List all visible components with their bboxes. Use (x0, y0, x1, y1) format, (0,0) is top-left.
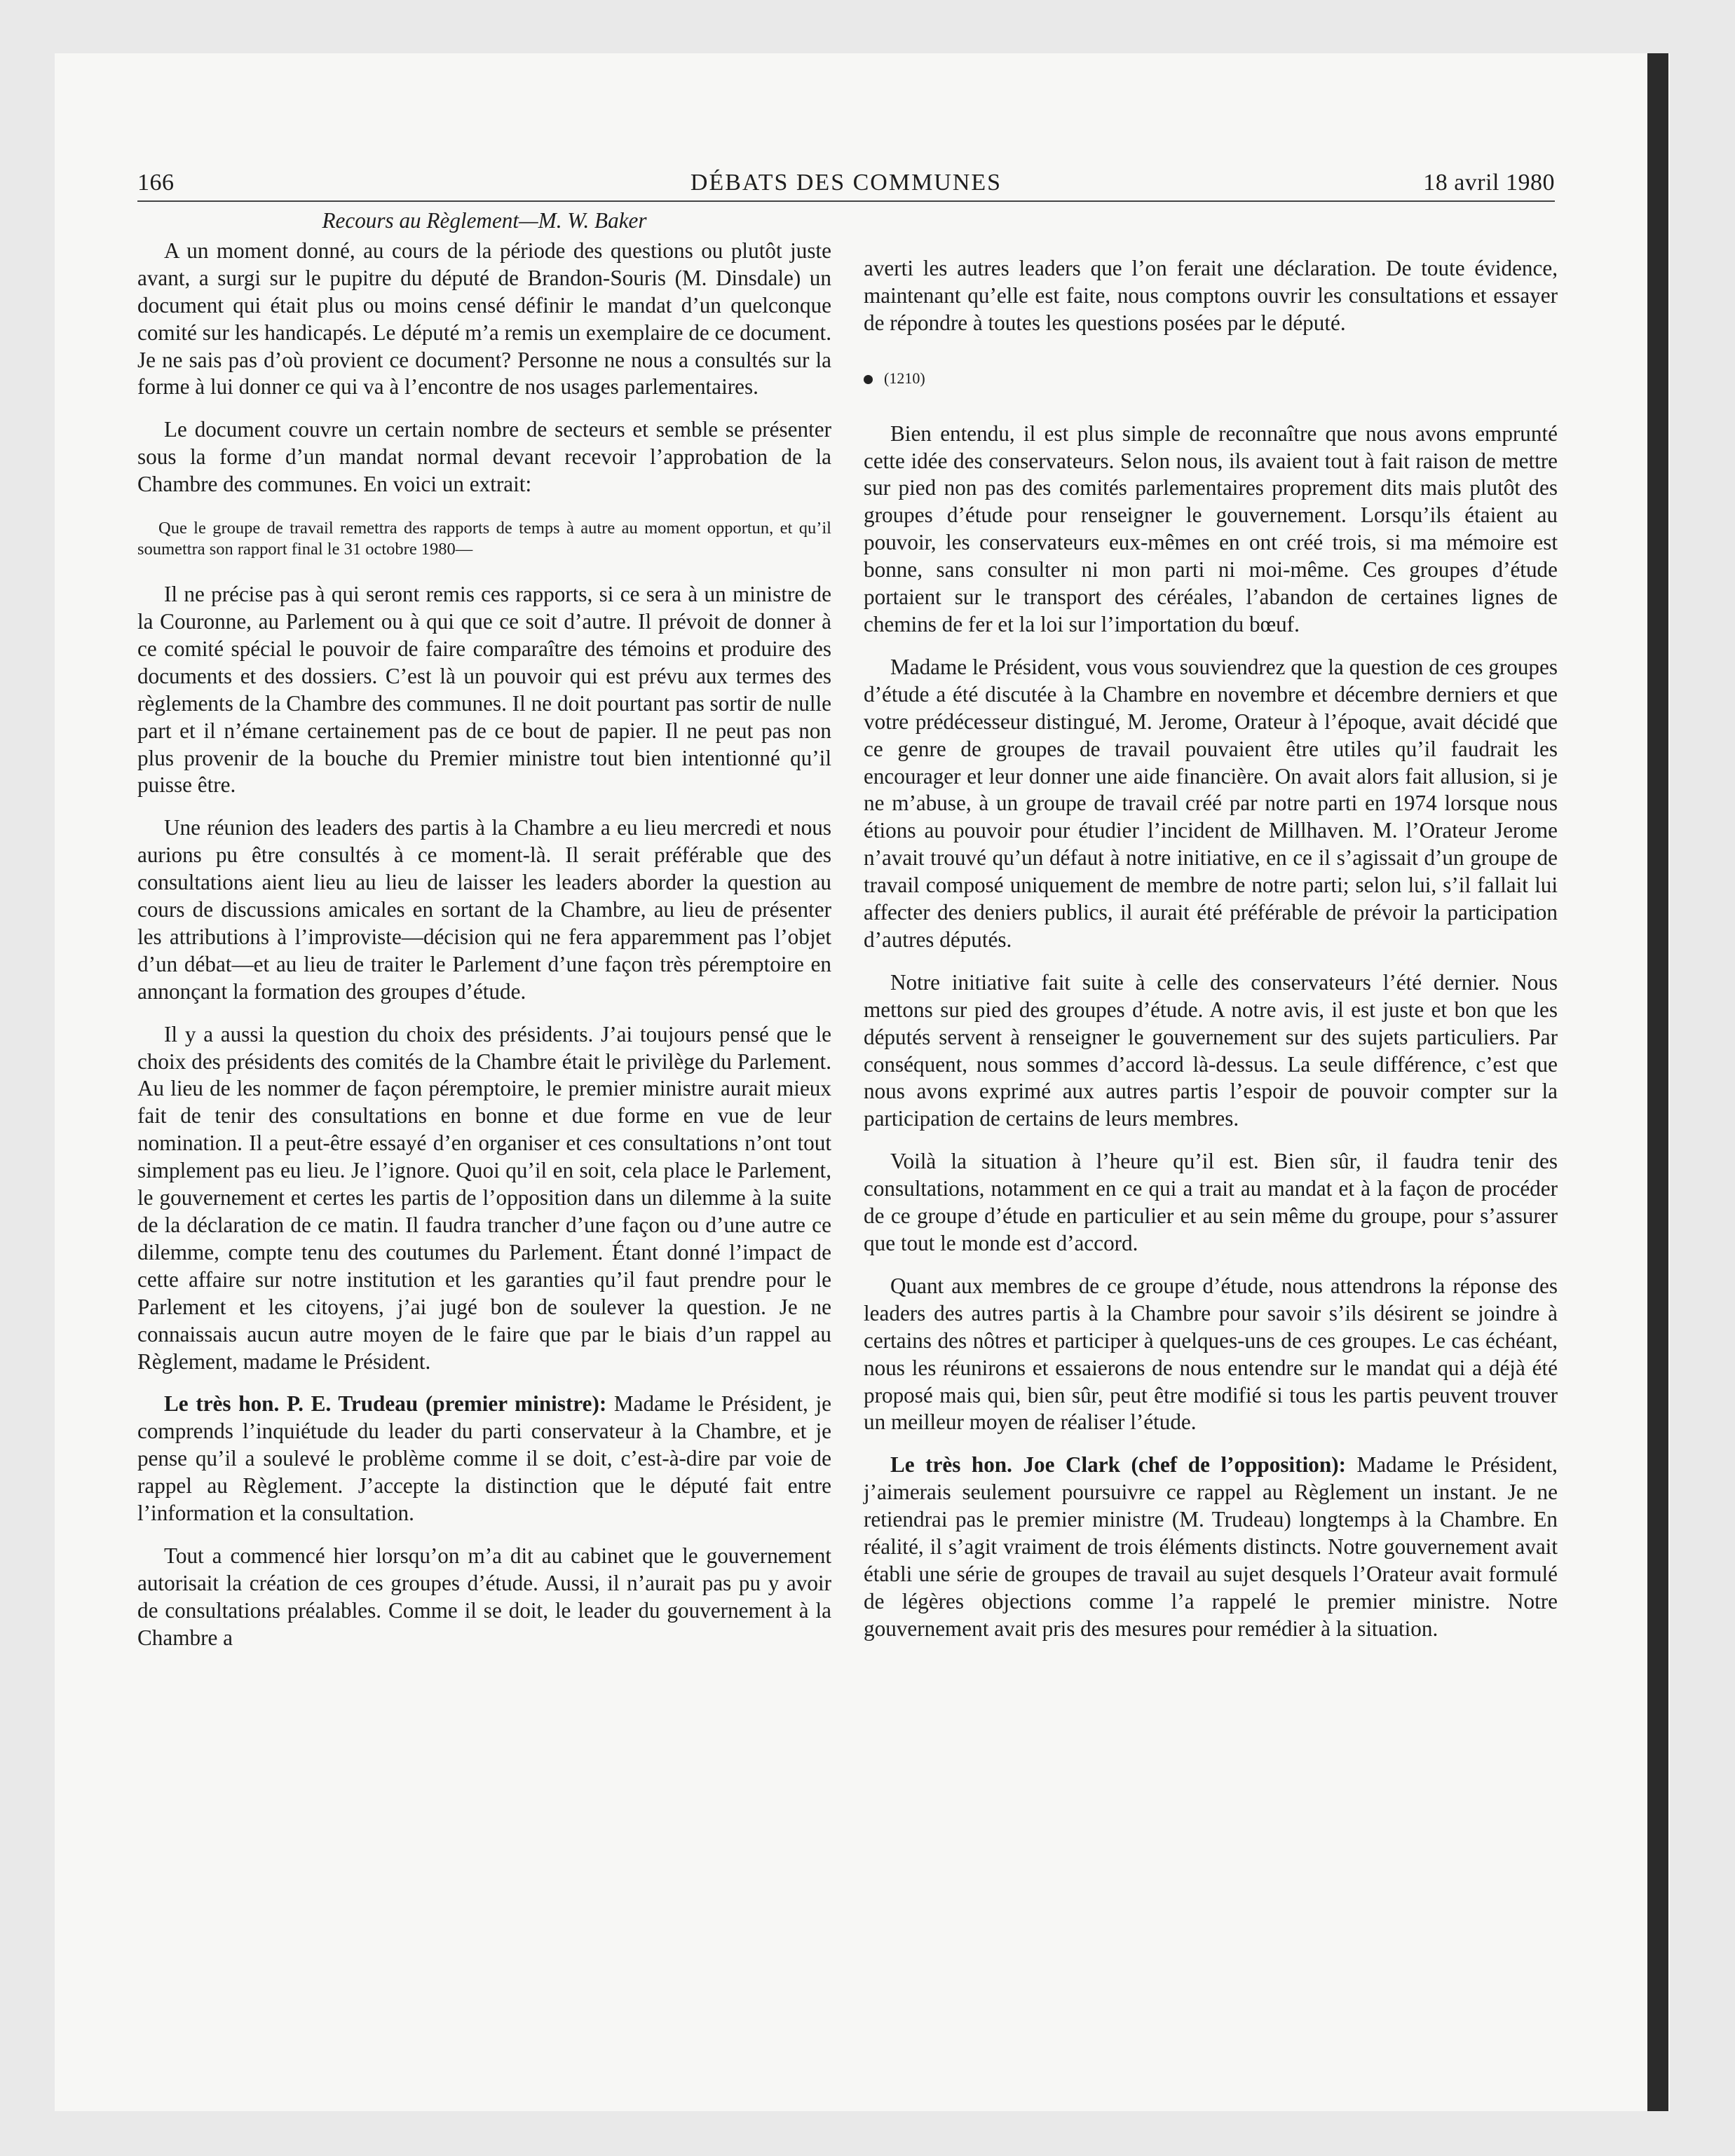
speech-text: Madame le Président, je comprends l’inquiétude du leader du parti conservateur à la Chambre, et je pense qu’il a soulevé le problème comme il se doit, c’est-à-dire par voie de rappel au Règlement. J’accepte la distinction que le député fait entre l’information et la consultation. (137, 1391, 831, 1526)
paragraph: averti les autres leaders que l’on ferait une déclaration. De toute évidence, maintenant qu’elle est faite, nous comptons ouvrir les consultations et essayer de répondre à toutes les questions posées par le député. (864, 256, 1558, 335)
speech-paragraph (137, 1391, 831, 1527)
time-marker (864, 365, 1558, 393)
right-column (864, 255, 1558, 1658)
page-number: 166 (137, 170, 175, 196)
paragraph: Il y a aussi la question du choix des présidents. J’ai toujours pensé que le choix des présidents des comités de la Chambre était le privilège du Parlement. Au lieu de les nommer de façon péremptoire, le premier ministre aurait mieux fait de tenir des consultations en bonne et due forme en vue de leur nomination. Il a peut-être essayé d’en organiser et ces consultations n’ont tout simplement pas eu lieu. Je l’ignore. Quoi qu’il en soit, cela place le Parlement, le gouvernement et certes les partis de l’opposition dans un dilemme à la suite de la déclaration de ce matin. Il faudra trancher d’une façon ou d’une autre ce dilemme, compte tenu des coutumes du Parlement. Étant donné l’impact de cette affaire sur notre institution et les garanties qu’il faut prendre pour le Parlement et les citoyens, j’ai jugé bon de soulever la question. Je ne connaissais aucun autre moyen de le faire que par le biais d’un rappel au Règlement, madame le Président. (137, 1021, 831, 1374)
paragraph: Le document couvre un certain nombre de secteurs et semble se présenter sous la forme d’un mandat normal devant recevoir l’approbation de la Chambre des communes. En voici un extrait: (137, 417, 831, 497)
paragraph: Une réunion des leaders des partis à la Chambre a eu lieu mercredi et nous aurions pu être consultés à ce moment-là. Il serait préférable que des consultations aient lieu au lieu de laisser les leaders aborder la question au cours de discussions amicales en sortant de la Chambre, au lieu de présenter les attributions à l’improviste—décision qui ne fera apparemment pas l’objet d’un débat—et au lieu de traiter le Parlement d’une façon très péremptoire en annonçant la formation des groupes d’étude. (137, 815, 831, 1004)
scan-edge-bar (1647, 53, 1668, 2111)
paragraph: Voilà la situation à l’heure qu’il est. Bien sûr, il faudra tenir des consultations, notamment en ce qui a trait au mandat et à la façon de procéder de ce groupe d’étude en particulier et au sein même du groupe, pour s’assurer que tout le monde est d’accord. (864, 1149, 1558, 1255)
page-header (137, 161, 1555, 202)
paragraph: Madame le Président, vous vous souviendrez que la question de ces groupes d’étude a été discutée à la Chambre en novembre et décembre derniers et que votre prédécesseur distingué, M. Jerome, Orateur à l’époque, avait décidé que ce genre de groupes de travail pouvaient être utiles qu’il faudrait les encourager et leur donner une aide financière. On avait alors fait allusion, si je ne m’abuse, à un groupe de travail créé par notre parti en 1974 lorsque nous étions au pouvoir pour étudier l’incident de Millhaven. M. l’Orateur Jerome n’avait trouvé qu’un défaut à notre initiative, en ce il s’agissait d’un groupe de travail composé uniquement de membre de notre parti; selon lui, s’il fallait lui affecter des deniers publics, il aurait été préférable de prévoir la participation d’autres députés. (864, 654, 1558, 952)
left-column (137, 207, 831, 1667)
publication-date: 18 avril 1980 (1423, 170, 1555, 196)
speech-paragraph (864, 1452, 1558, 1642)
bullet-icon (864, 375, 873, 384)
paragraph: A un moment donné, au cours de la période des questions ou plutôt juste avant, a surgi sur le pupitre du député de Brandon-Souris (M. Dinsdale) un document qui était plus ou moins censé définir le mandat d’un quelconque comité sur les handicapés. Le député m’a remis un exemplaire de ce document. Je ne sais pas d’où provient ce document? Personne ne nous a consultés sur la forme à lui donner ce qui va à l’encontre de nos usages parlementaires. (137, 238, 831, 400)
speaker-name: Le très hon. Joe Clark (chef de l’opposition): (890, 1452, 1346, 1478)
paragraph: Il ne précise pas à qui seront remis ces rapports, si ce sera à un ministre de la Couronne, au Parlement ou à qui que ce soit d’autre. Il prévoit de donner à ce comité spécial le pouvoir de faire comparaître des témoins et produire des documents et des dossiers. C’est là un pouvoir qui est prévu aux termes des règlements de la Chambre des communes. Il ne doit pourtant pas sortir de nulle part et il n’émane certainement pas de ce bout de papier. Il ne peut pas non plus provenir de la bouche du Premier ministre tout bien intentionné qu’il puisse être. (137, 582, 831, 798)
section-subheading: Recours au Règlement—M. W. Baker (322, 208, 647, 233)
block-quote: Que le groupe de travail remettra des rapports de temps à autre au moment opportun, et qu’il soumettra son rapport final le 31 octobre 1980— (137, 519, 831, 559)
speaker-name: Le très hon. P. E. Trudeau (premier ministre): (164, 1391, 607, 1417)
speech-text: Madame le Président, j’aimerais seulement poursuivre ce rappel au Règlement un instant. Je ne retiendrai pas le premier ministre (M. Trudeau) longtemps à la Chambre. En réalité, il s’agit vraiment de trois éléments distincts. Notre gouvernement avait établi une série de groupes de travail au sujet desquels l’Orateur avait formulé de légères objections comme l’a rappelé le premier ministre. Notre gouvernement avait pris des mesures pour remédier à la situation. (864, 1452, 1558, 1641)
paragraph: Tout a commencé hier lorsqu’on m’a dit au cabinet que le gouvernement autorisait la création de ces groupes d’étude. Aussi, il n’aurait pas pu y avoir de consultations préalables. Comme il se doit, le leader du gouvernement à la Chambre a (137, 1543, 831, 1650)
paragraph: Bien entendu, il est plus simple de reconnaître que nous avons emprunté cette idée des conservateurs. Selon nous, ils avaient tout à fait raison de mettre sur pied non pas des comités parlementaires proprement dits mais plutôt des groupes d’étude pour renseigner le gouvernement. Lorsqu’ils étaient au pouvoir, les conservateurs eux-mêmes en ont créé trois, si ma mémoire est bonne, sans consulter ni mon parti ni moi-même. Ces groupes d’étude portaient sur le transport des céréales, l’abandon de certaines lignes de chemins de fer et la loi sur l’importation du bœuf. (864, 421, 1558, 636)
publication-title: DÉBATS DES COMMUNES (690, 170, 1002, 196)
paragraph: Notre initiative fait suite à celle des conservateurs l’été dernier. Nous mettons sur pied des groupes d’étude. A notre avis, il est juste et bon que les députés servent à renseigner le gouvernement sur des sujets particuliers. Par conséquent, nous sommes d’accord là-dessus. La seule différence, c’est que nous avons exprimé aux autres partis l’espoir de pouvoir compter sur la participation de certains de leurs membres. (864, 969, 1558, 1131)
paragraph: Quant aux membres de ce groupe d’étude, nous attendrons la réponse des leaders des autres partis à la Chambre pour savoir s’ils désirent se joindre à certains des nôtres et participer à quelques-uns de ces groupes. Le cas échéant, nous les réunirons et essaierons de nous entendre sur le mandat qui a déjà été proposé mais qui, bien sûr, peut être modifié si tous les partis peuvent trouver un meilleur moyen de réaliser l’étude. (864, 1273, 1558, 1435)
time-marker-label: (1210) (884, 369, 925, 387)
